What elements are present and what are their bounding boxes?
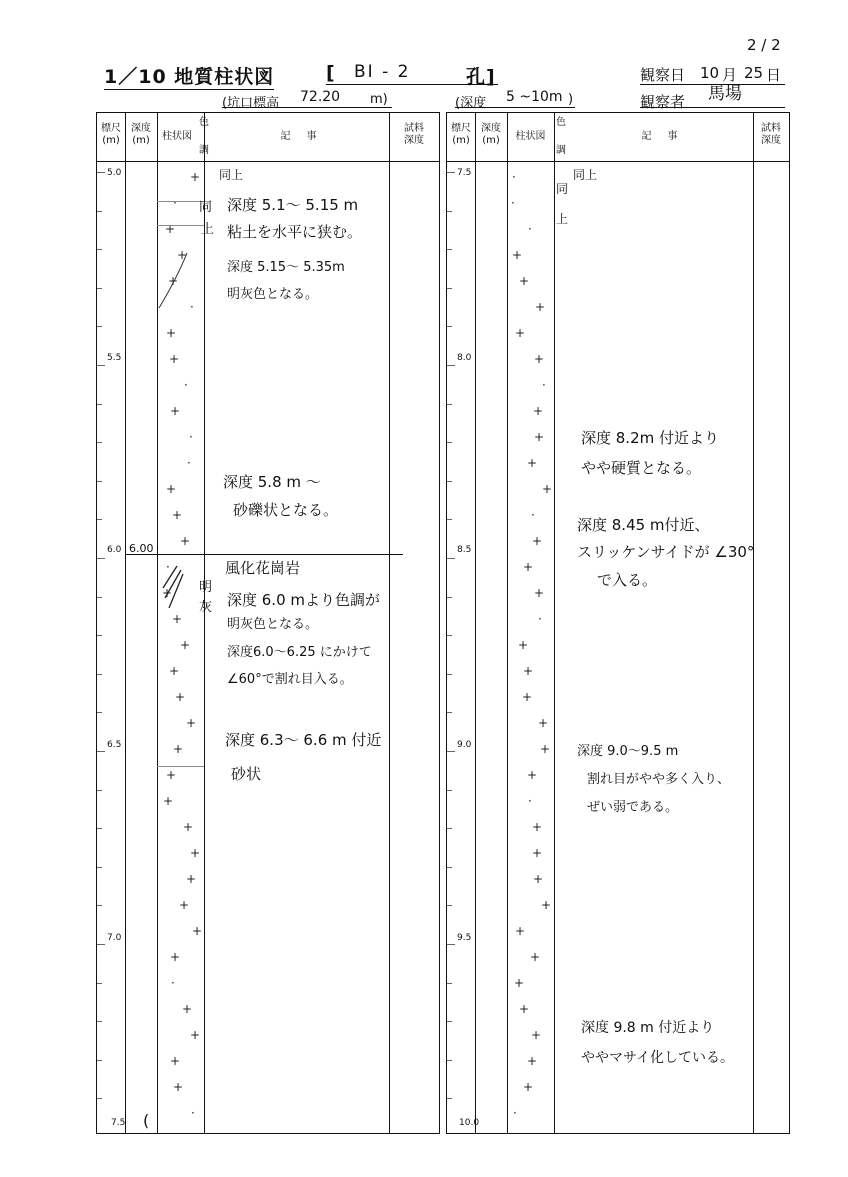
granite-symbol: · [538,612,542,626]
granite-symbol: + [169,352,180,366]
col-color-header-2: 調 [556,145,566,156]
note-line: 深度 5.8 m ～ [223,473,321,491]
depth-tick [97,635,102,636]
depth-tick [447,790,452,791]
depth-tick [97,1021,102,1022]
granite-symbol: + [169,664,180,678]
depth-tick [447,712,452,713]
note-line: やや硬質となる。 [581,459,702,477]
col-color-header-1: 色 [199,117,209,128]
depth-tick [447,1098,452,1099]
left-log-panel [96,112,440,1134]
scale-label: 6.5 [107,740,122,750]
granite-symbol: + [534,352,545,366]
granite-symbol: · [511,196,515,210]
depth-tick [97,519,102,520]
granite-symbol: + [535,300,546,314]
granite-symbol: + [186,716,197,730]
granite-symbol: · [528,794,532,808]
color-entry: 同 [199,200,213,215]
note-line: 同上 [573,168,598,182]
depth-range-value: 5 ~10m [506,89,563,105]
col-sample-header: 試料 深度 [404,123,424,146]
depth-tick [447,288,452,289]
granite-symbol: + [531,1028,542,1042]
col-log-header: 柱状図 [162,131,192,142]
granite-symbol: + [527,456,538,470]
scale-label: 5.0 [107,168,122,178]
depth-tick [97,983,102,984]
depth-tick [97,249,102,250]
granite-symbol: + [180,534,191,548]
granite-symbol: + [183,820,194,834]
depth-tick [447,597,452,598]
scale-label: 9.5 [457,933,472,943]
granite-symbol: · [512,170,516,184]
color-entry: 同 [556,182,569,196]
depth-tick [447,983,452,984]
depth-tick [447,674,452,675]
color-entry: 明 [199,580,213,595]
granite-symbol: + [170,950,181,964]
granite-symbol: + [170,404,181,418]
scale-label: 10.0 [459,1118,480,1128]
granite-symbol: + [190,1028,201,1042]
granite-symbol: + [179,898,190,912]
col-depth-header: 深度 (m) [481,123,501,146]
granite-symbol: + [532,846,543,860]
depth-tick [447,249,452,250]
depth-tick [97,944,105,945]
scale-label: 7.5 [111,1118,126,1128]
granite-symbol: + [515,326,526,340]
depth-tick [97,751,105,752]
col-scale-header: 標尺 (m) [451,123,471,146]
granite-symbol: + [541,898,552,912]
granite-symbol: + [518,638,529,652]
granite-symbol: + [172,508,183,522]
granite-symbol: + [538,716,549,730]
granite-symbol: + [527,768,538,782]
granite-symbol: + [542,482,553,496]
depth-tick [97,790,102,791]
depth-tick [447,1021,452,1022]
clay-seam-sketch [157,233,204,333]
col-notes-header: 記 事 [641,131,681,142]
granite-symbol: · [191,1106,195,1120]
depth-tick [97,597,102,598]
granite-symbol: + [190,170,201,184]
scale-label: 8.0 [457,353,472,363]
granite-symbol: + [166,768,177,782]
granite-symbol: + [173,742,184,756]
granite-symbol: + [166,326,177,340]
note-line: 深度 9.0～9.5 m [577,744,679,759]
col-color-header-1: 色 [556,117,566,128]
obs-month-unit: 月 [722,66,738,84]
granite-symbol: · [542,378,546,392]
granite-symbol: + [523,664,534,678]
obs-date-label: 観察日 [640,66,686,84]
page-number: 2 / 2 [747,36,781,54]
granite-symbol: + [533,404,544,418]
depth-tick [97,1060,102,1061]
granite-symbol: + [523,1080,534,1094]
depth-tick [447,481,452,482]
scale-label: 7.5 [457,168,472,178]
depth-tick [447,944,455,945]
granite-symbol: · [166,560,170,574]
granite-symbol: + [175,690,186,704]
note-line: 深度 6.0 mより色調が [227,591,381,609]
depth-tick [97,1098,102,1099]
depth-tick [97,172,105,173]
depth-tick [97,558,105,559]
scale-label: 9.0 [457,740,472,750]
scale-label: 5.5 [107,353,122,363]
elevation-underline [222,107,392,108]
obs-day-unit: 日 [766,66,782,84]
granite-symbol: · [189,430,193,444]
boundary-line [125,554,403,555]
depth-tick [97,481,102,482]
depth-tick [447,326,452,327]
granite-symbol: · [187,456,191,470]
granite-symbol: + [533,872,544,886]
elevation-open: (坑口標高 [222,96,280,111]
obs-day: 25 [744,64,764,82]
granite-symbol: · [184,378,188,392]
granite-symbol: + [192,924,203,938]
note-line: 割れ目がやや多く入り、 [587,772,731,787]
col-sample-header: 試料 深度 [761,123,781,146]
depth-tick [97,404,102,405]
note-line: 風化花崗岩 [225,559,301,577]
granite-symbol: + [540,742,551,756]
note-line: 深度6.0～6.25 にかけて [227,645,372,660]
granite-symbol: + [173,1080,184,1094]
observer-label: 観察者 [640,93,686,111]
granite-symbol: + [172,612,183,626]
note-line: で入る。 [597,571,658,589]
granite-symbol: + [186,872,197,886]
granite-symbol: + [519,1002,530,1016]
bottom-mark: ( [143,1111,150,1130]
elevation-value: 72.20 [300,89,341,105]
granite-symbol: · [528,222,532,236]
note-line: 深度 6.3～ 6.6 m 付近 [225,731,382,749]
granite-symbol: · [171,976,175,990]
granite-symbol: + [532,820,543,834]
note-line: 深度 5.15～ 5.35m [227,260,345,275]
depth-tick [447,365,455,366]
depth-range-close: ) [568,92,574,107]
granite-symbol: · [173,196,177,210]
note-line: ややマサイ化している。 [581,1050,735,1066]
granite-symbol: + [163,794,174,808]
depth-tick [97,905,102,906]
depth-tick [447,558,455,559]
scale-label: 6.0 [107,545,122,555]
depth-tick [97,442,102,443]
granite-symbol: + [515,924,526,938]
col-notes-header: 記 事 [280,131,320,142]
granite-symbol: + [523,560,534,574]
depth-range-underline [455,107,575,108]
observer-name: 馬場 [708,84,742,104]
granite-symbol: + [162,586,173,600]
right-log-panel [446,112,790,1134]
granite-symbol: · [513,1106,517,1120]
granite-symbol: + [180,638,191,652]
note-line: 深度 8.2m 付近より [581,429,720,447]
granite-symbol: + [165,222,176,236]
depth-tick [447,1060,452,1061]
depth-tick [447,751,455,752]
depth-tick [447,172,455,173]
depth-tick [97,828,102,829]
bore-id: BI - 2 [354,62,411,82]
page-title: 1／10 地質柱状図 [104,62,274,90]
note-line: 明灰色となる。 [227,287,319,302]
granite-symbol: + [190,846,201,860]
depth-tick [97,674,102,675]
granite-symbol: + [182,1002,193,1016]
color-entry: 上 [556,212,569,226]
note-line: 粘土を水平に狭む。 [227,223,363,241]
granite-symbol: + [512,248,523,262]
granite-symbol: + [522,690,533,704]
depth-tick [97,211,102,212]
depth-tick [447,211,452,212]
granite-symbol: + [177,248,188,262]
note-line: スリッケンサイドが ∠30° [577,543,755,561]
depth-tick [447,635,452,636]
depth-range-open: (深度 [455,96,487,111]
granite-symbol: + [170,1054,181,1068]
granite-symbol: + [514,976,525,990]
col-color-header-2: 調 [199,145,209,156]
obs-month: 10 [700,64,720,82]
boundary-depth: 6.00 [129,542,154,555]
granite-symbol: + [168,274,179,288]
fracture-sketch [157,558,204,618]
note-line: 砂礫状となる。 [233,501,339,519]
scale-label: 7.0 [107,933,122,943]
observer-underline [640,107,785,108]
col-scale-header: 標尺 (m) [101,123,121,146]
depth-tick [97,288,102,289]
scale-label: 8.5 [457,545,472,555]
note-line: 明灰色となる。 [227,617,319,632]
color-entry: 上 [201,222,215,237]
note-line: 深度 9.8 m 付近より [581,1020,715,1036]
granite-symbol: · [190,300,194,314]
depth-tick [447,442,452,443]
bore-underline [326,84,498,85]
col-depth-header: 深度 (m) [131,123,151,146]
depth-tick [97,365,105,366]
depth-tick [447,905,452,906]
color-entry: 灰 [199,600,213,615]
note-line: 深度 5.1～ 5.15 m [227,196,359,214]
note-line: ∠60°で割れ目入る。 [227,672,353,687]
depth-tick [97,712,102,713]
granite-symbol: + [534,430,545,444]
granite-symbol: + [534,586,545,600]
bore-suffix: 孔] [466,66,496,88]
granite-symbol: + [532,534,543,548]
granite-symbol: + [519,274,530,288]
depth-tick [447,867,452,868]
depth-tick [447,519,452,520]
elevation-unit: m) [370,92,388,107]
note-line: 同上 [219,168,244,182]
note-line: 砂状 [231,765,262,783]
note-line: 深度 8.45 m付近、 [577,516,710,534]
granite-symbol: + [166,482,177,496]
granite-symbol: + [527,1054,538,1068]
depth-tick [447,404,452,405]
depth-tick [97,326,102,327]
note-line: ぜい弱である。 [587,800,679,815]
granite-symbol: + [530,950,541,964]
depth-tick [447,828,452,829]
col-log-header: 柱状図 [515,131,546,142]
depth-tick [97,867,102,868]
bore-open-bracket: [ [326,62,336,84]
granite-symbol: · [531,508,535,522]
